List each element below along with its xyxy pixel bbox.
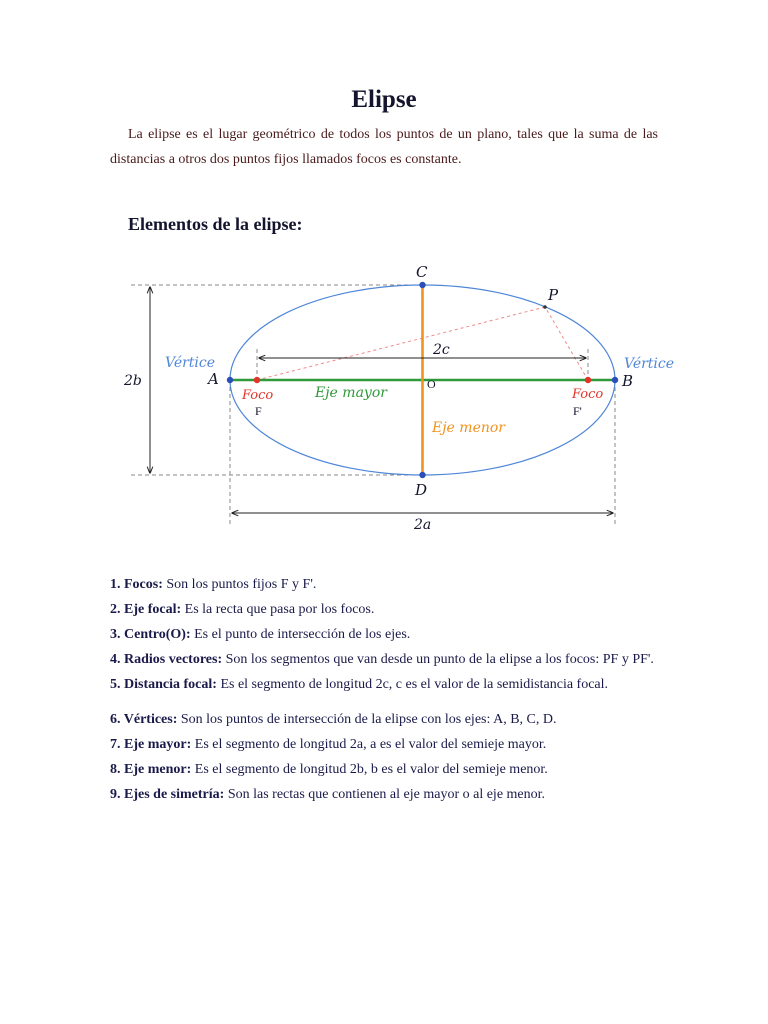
vertex-a-point — [227, 377, 233, 383]
radius-vector-pf-prime — [545, 307, 588, 380]
definition-item: 2. Eje focal: Es la recta que pasa por los focos. — [110, 602, 375, 617]
vertex-c-point — [419, 282, 425, 288]
definition-item: 7. Eje mayor: Es el segmento de longitud 2a, a es el valor del semieje mayor. — [110, 737, 547, 752]
label-2b: 2b — [124, 373, 142, 389]
radius-vector-pf — [257, 307, 545, 380]
definition-item: 1. Focos: Son los puntos fijos F y F'. — [110, 577, 317, 592]
definition-item: 6. Vértices: Son los puntos de intersección de la elipse con los ejes: A, B, C, D. — [110, 712, 557, 727]
label-b: B — [622, 372, 634, 390]
label-foco-right: Foco — [572, 387, 604, 402]
label-2a: 2a — [414, 517, 432, 533]
definition-item: 3. Centro(O): Es el punto de intersección de los ejes. — [110, 627, 411, 642]
label-p: P — [548, 286, 559, 304]
definition-item: 9. Ejes de simetría: Son las rectas que contienen al eje mayor o al eje menor. — [110, 787, 546, 802]
label-vertice-right: Vértice — [624, 356, 675, 372]
label-foco-left: Foco — [242, 388, 274, 403]
definition-item: 5. Distancia focal: Es el segmento de longitud 2c, c es el valor de la semidistancia focal. — [110, 677, 609, 692]
page-title: Elipse — [351, 86, 417, 113]
point-p — [543, 305, 547, 309]
label-vertice-left: Vértice — [165, 355, 216, 371]
label-a: A — [208, 370, 219, 388]
section-subtitle: Elementos de la elipse: — [128, 214, 303, 234]
label-f-prime: F' — [573, 404, 582, 418]
vertex-b-point — [612, 377, 618, 383]
label-f: F — [255, 404, 262, 418]
label-2c: 2c — [433, 342, 450, 358]
definition-item: 4. Radios vectores: Son los segmentos que van desde un punto de la elipse a los focos: PF y PF'. — [110, 652, 654, 667]
label-c: C — [416, 263, 428, 281]
label-o: O — [427, 377, 436, 391]
focus-f-point — [254, 377, 260, 383]
focus-f-prime-point — [585, 377, 591, 383]
definitions-list — [110, 572, 670, 807]
vertex-d-point — [419, 472, 425, 478]
spacer — [110, 697, 670, 707]
label-eje-mayor: Eje mayor — [315, 385, 387, 401]
definition-item: 8. Eje menor: Es el segmento de longitud 2b, b es el valor del semieje menor. — [110, 762, 548, 777]
intro-paragraph: La elipse es el lugar geométrico de todos los puntos de un plano, tales que la suma de las distancias a otros dos puntos fijos llamados focos es constante. — [110, 127, 658, 167]
label-eje-menor: Eje menor — [432, 420, 505, 436]
label-d: D — [415, 481, 428, 499]
